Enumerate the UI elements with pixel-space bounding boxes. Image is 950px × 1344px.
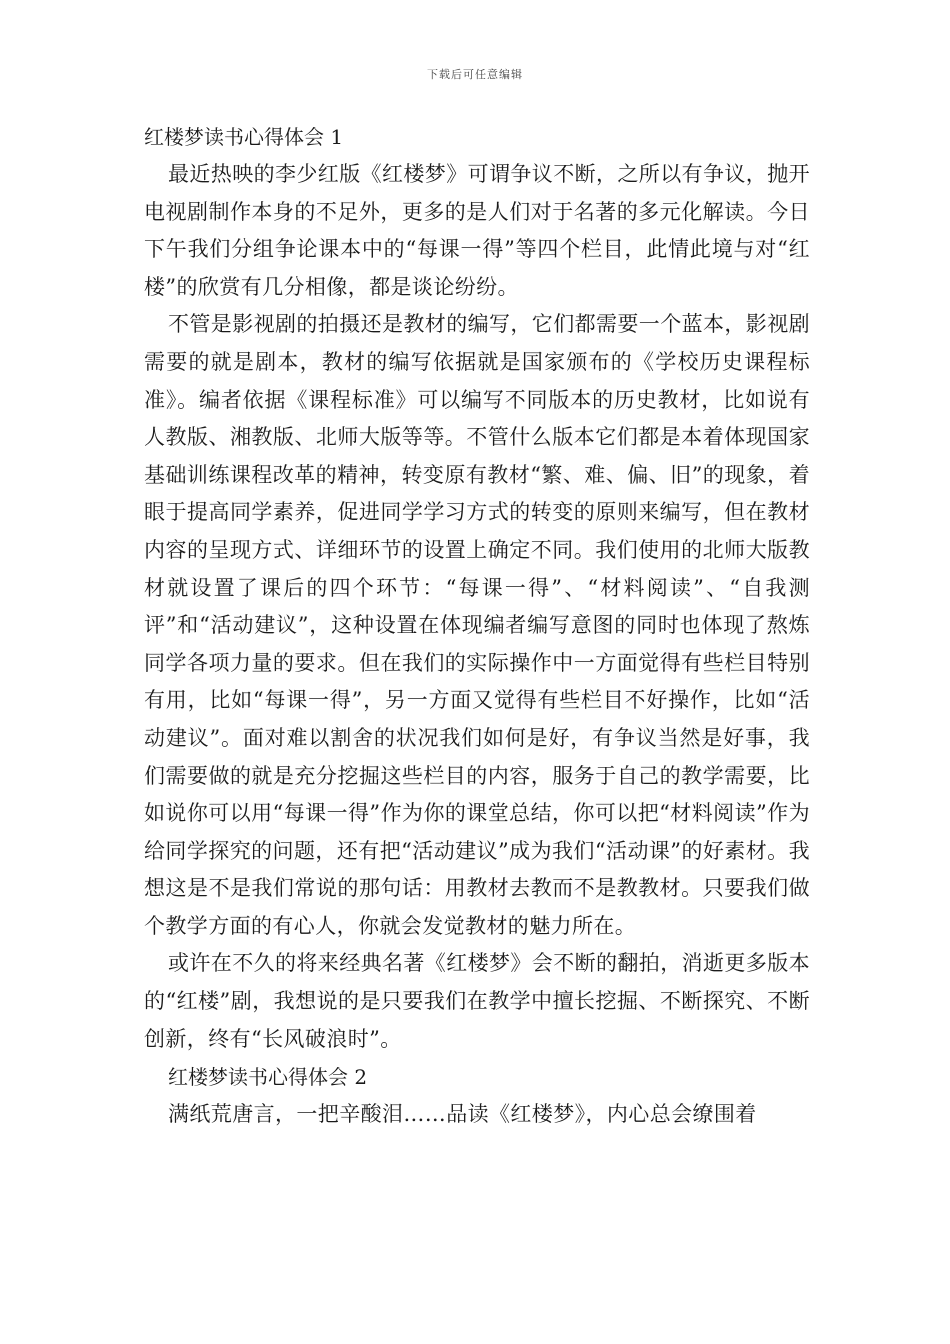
section-heading-1: 红楼梦读书心得体会 1 [144,125,344,149]
paragraph: 不管是影视剧的拍摄还是教材的编写，它们都需要一个蓝本，影视剧需要的就是剧本，教材的编写依据就是国家颁布的《学校历史课程标准》。编者依据《课程标准》可以编写不同版本的历史教材，比如说有人教版、湘教版、北师大版等等。不管什么版本它们都是本着体现国家基础训练课程改革的精神，转变原有教材“繁、难、偏、旧”的现象，着眼于提高同学素养，促进同学学习方式的转变的原则来编写，但在教材内容的呈现方式、详细环节的设置上确定不同。我们使用的北师大版教材就设置了课后的四个环节：“每课一得”、“材料阅读”、“自我测评”和“活动建议”，这种设置在体现编者编写意图的同时也体现了熬炼同学各项力量的要求。但在我们的实际操作中一方面觉得有些栏目特别有用，比如“每课一得”，另一方面又觉得有些栏目不好操作，比如“活动建议”。面对难以割舍的状况我们如何是好，有争议当然是好事，我们需要做的就是充分挖掘这些栏目的内容，服务于自己的教学需要，比如说你可以用“每课一得”作为你的课堂总结，你可以把“材料阅读”作为给同学探究的问题，还有把“活动建议”成为我们“活动课”的好素材。我想这是不是我们常说的那句话：用教材去教而不是教教材。只要我们做个教学方面的有心人，你就会发觉教材的魅力所在。 [144,312,810,938]
section-heading-2: 红楼梦读书心得体会 2 [168,1065,368,1090]
paragraph: 满纸荒唐言，一把辛酸泪……品读《红楼梦》，内心总会缭围着 [168,1102,757,1127]
paragraph: 最近热映的李少红版《红楼梦》可谓争议不断，之所以有争议，抛开电视剧制作本身的不足外，更多的是人们对于名著的多元化解读。今日下午我们分组争论课本中的“每课一得”等四个栏目，此情此境与对“红楼”的欣赏有几分相像，都是谈论纷纷。 [144,162,810,299]
paragraph: 或许在不久的将来经典名著《红楼梦》会不断的翻拍，消逝更多版本的“红楼”剧，我想说的是只要我们在教学中擅长挖掘、不断探究、不断创新，终有“长风破浪时”。 [144,951,810,1051]
document-body [144,118,810,1134]
header-note: 下载后可任意编辑 [427,68,523,81]
